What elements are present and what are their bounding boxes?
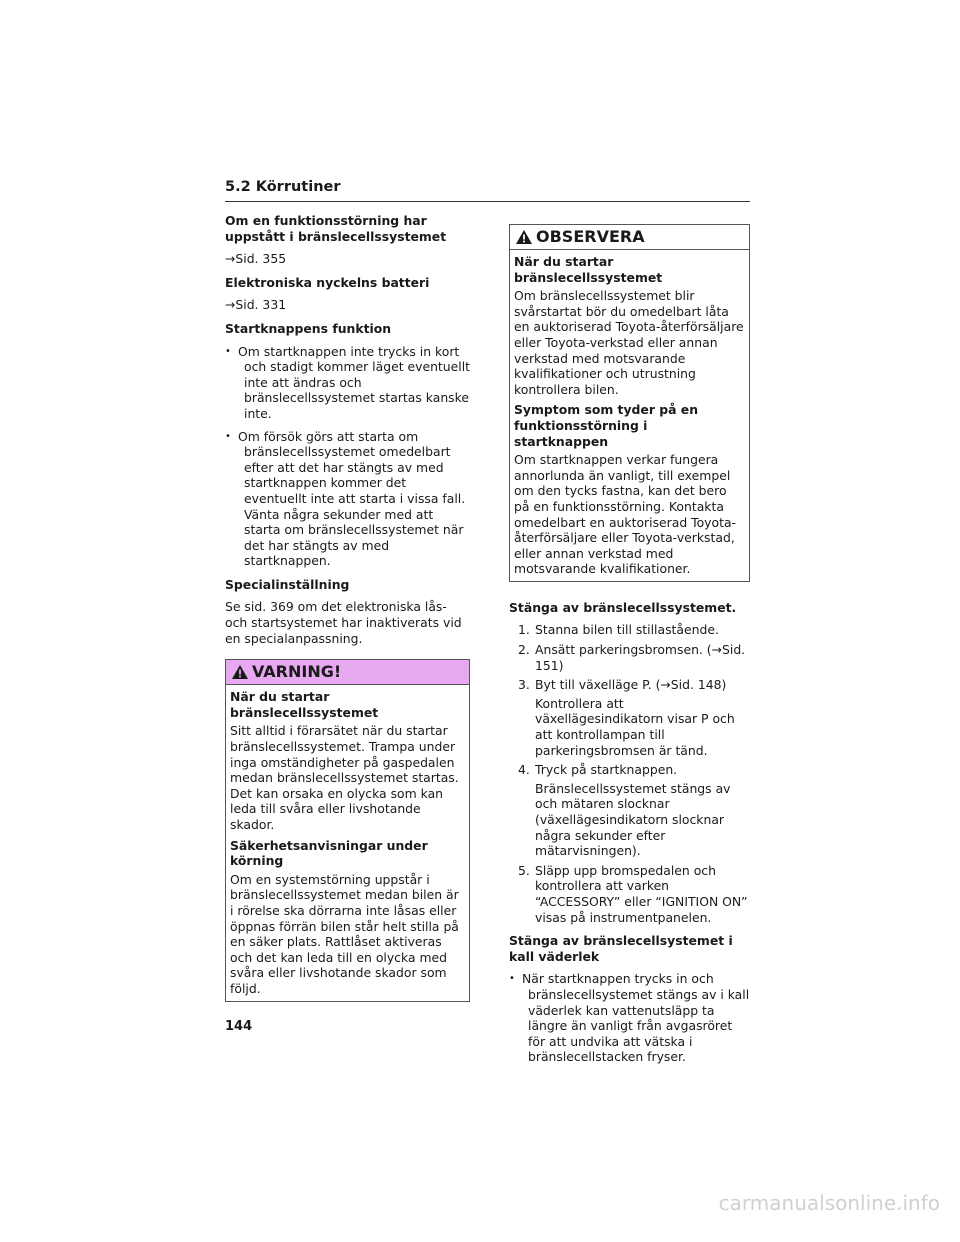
warning-heading: När du startar bränslecellssystemet	[230, 689, 379, 720]
paragraph: Se sid. 369 om det elektroniska lås- och startsystemet har inaktiverats vid en specialanpassning.	[225, 599, 462, 646]
list-item: • Om startknappen inte trycks in kort och stadigt kommer läget eventuellt inte att ändras och bränslecellssystemet startas kanske inte.	[225, 344, 470, 422]
list-item: 4. Tryck på startknappen. Bränslecellssystemet stängs av och mätaren slocknar (växellägesindikatorn slocknar några sekunder efter mätarvisningen).	[518, 762, 731, 859]
warning-triangle-icon	[232, 665, 248, 679]
caution-heading: Symptom som tyder på en funktionsstörning i startknappen	[514, 402, 699, 449]
list-item: 3. Byt till växelläge P. (→Sid. 148) Kontrollera att växellägesindikatorn visar P och att kontrollampan till parkeringsbromsen är tänd.	[518, 677, 735, 758]
section-header: 5.2 Körrutiner	[225, 179, 750, 202]
warning-triangle-icon	[516, 230, 532, 244]
heading-start-button: Startknappens funktion	[225, 320, 392, 336]
warning-heading: Säkerhetsanvisningar under körning	[230, 837, 428, 869]
caution-box	[509, 224, 750, 582]
list-item: • När startknappen trycks in och bränslecellsystemet stängs av i kall väderlek kan vattenutsläpp ta längre än vanligt från avgasröret för att undvika att vätska i bränslecellstacken fryser.	[509, 971, 750, 1065]
page-reference[interactable]: →Sid. 331	[225, 297, 287, 313]
right-column	[509, 224, 750, 1073]
list-item: 1. Stanna bilen till stillastående.	[518, 622, 719, 638]
watermark: carmanualsonline.info	[718, 1191, 940, 1215]
page-number: 144	[225, 1019, 253, 1034]
caution-header	[510, 225, 749, 250]
warning-box	[225, 659, 470, 1001]
warning-header	[226, 660, 469, 685]
list-item: 5. Släpp upp bromspedalen och kontrollera att varken “ACCESSORY” eller “IGNITION ON” visas på instrumentpanelen.	[518, 862, 748, 925]
list-item: • Om försök görs att starta om bränslecellssystemet omedelbart efter att det har stängts av med startknappen kommer det eventuellt inte att starta i vissa fall. Vänta några sekunder med att starta om bränslecellssystemet när det har stängts av med startknappen.	[225, 429, 470, 569]
caution-text: Om startknappen verkar fungera annorlunda än vanligt, till exempel om den tycks fastna, kan det bero på en funktionsstörning. Kontakta omedelbart en auktoriserad Toyota-återförsäljare eller Toyota-verkstad, eller annan verkstad med motsvarande kvalifikationer.	[514, 452, 737, 577]
heading-key-battery: Elektroniska nyckelns batteri	[225, 274, 430, 290]
caution-label: OBSERVERA	[536, 227, 645, 246]
page-reference[interactable]: →Sid. 355	[225, 251, 287, 267]
caution-text: Om bränslecellssystemet blir svårstartat bör du omedelbart låta en auktoriserad Toyota-återförsäljare eller Toyota-verkstad eller annan verkstad med motsvarande kvalifikationer och utrustning kontrollera bilen.	[514, 288, 744, 397]
warning-label: VARNING!	[252, 662, 342, 682]
heading-special-setting: Specialinställning	[225, 576, 350, 592]
warning-text: Om en systemstörning uppstår i bränslecellssystemet medan bilen är i rörelse ska dörrarna inte låsas eller öppnas förrän bilen står helt stilla på en säker plats. Rattlåset aktiveras och det kan leda till en olycka med svåra eller livshotande skador som följd.	[230, 871, 459, 996]
heading-malfunction: Om en funktionsstörning har uppstått i bränslecellssystemet	[225, 213, 447, 244]
bullet-list	[509, 971, 750, 1065]
heading-cold-weather: Stänga av bränslecellsystemet i kall väderlek	[509, 933, 733, 964]
caution-heading: När du startar bränslecellssystemet	[514, 254, 663, 285]
heading-shutdown: Stänga av bränslecellssystemet.	[509, 599, 737, 615]
left-column	[225, 213, 470, 1002]
warning-text: Sitt alltid i förarsätet när du startar bränslecellssystemet. Trampa under inga omständigheter på gaspedalen medan bränslecellssystemet startas. Det kan orsaka en olycka som kan leda till svåra eller livshotande skador.	[230, 723, 459, 832]
list-item: 2. Ansätt parkeringsbromsen. (→Sid. 151)	[518, 642, 746, 673]
bullet-list	[225, 344, 470, 569]
steps-list	[509, 622, 750, 925]
